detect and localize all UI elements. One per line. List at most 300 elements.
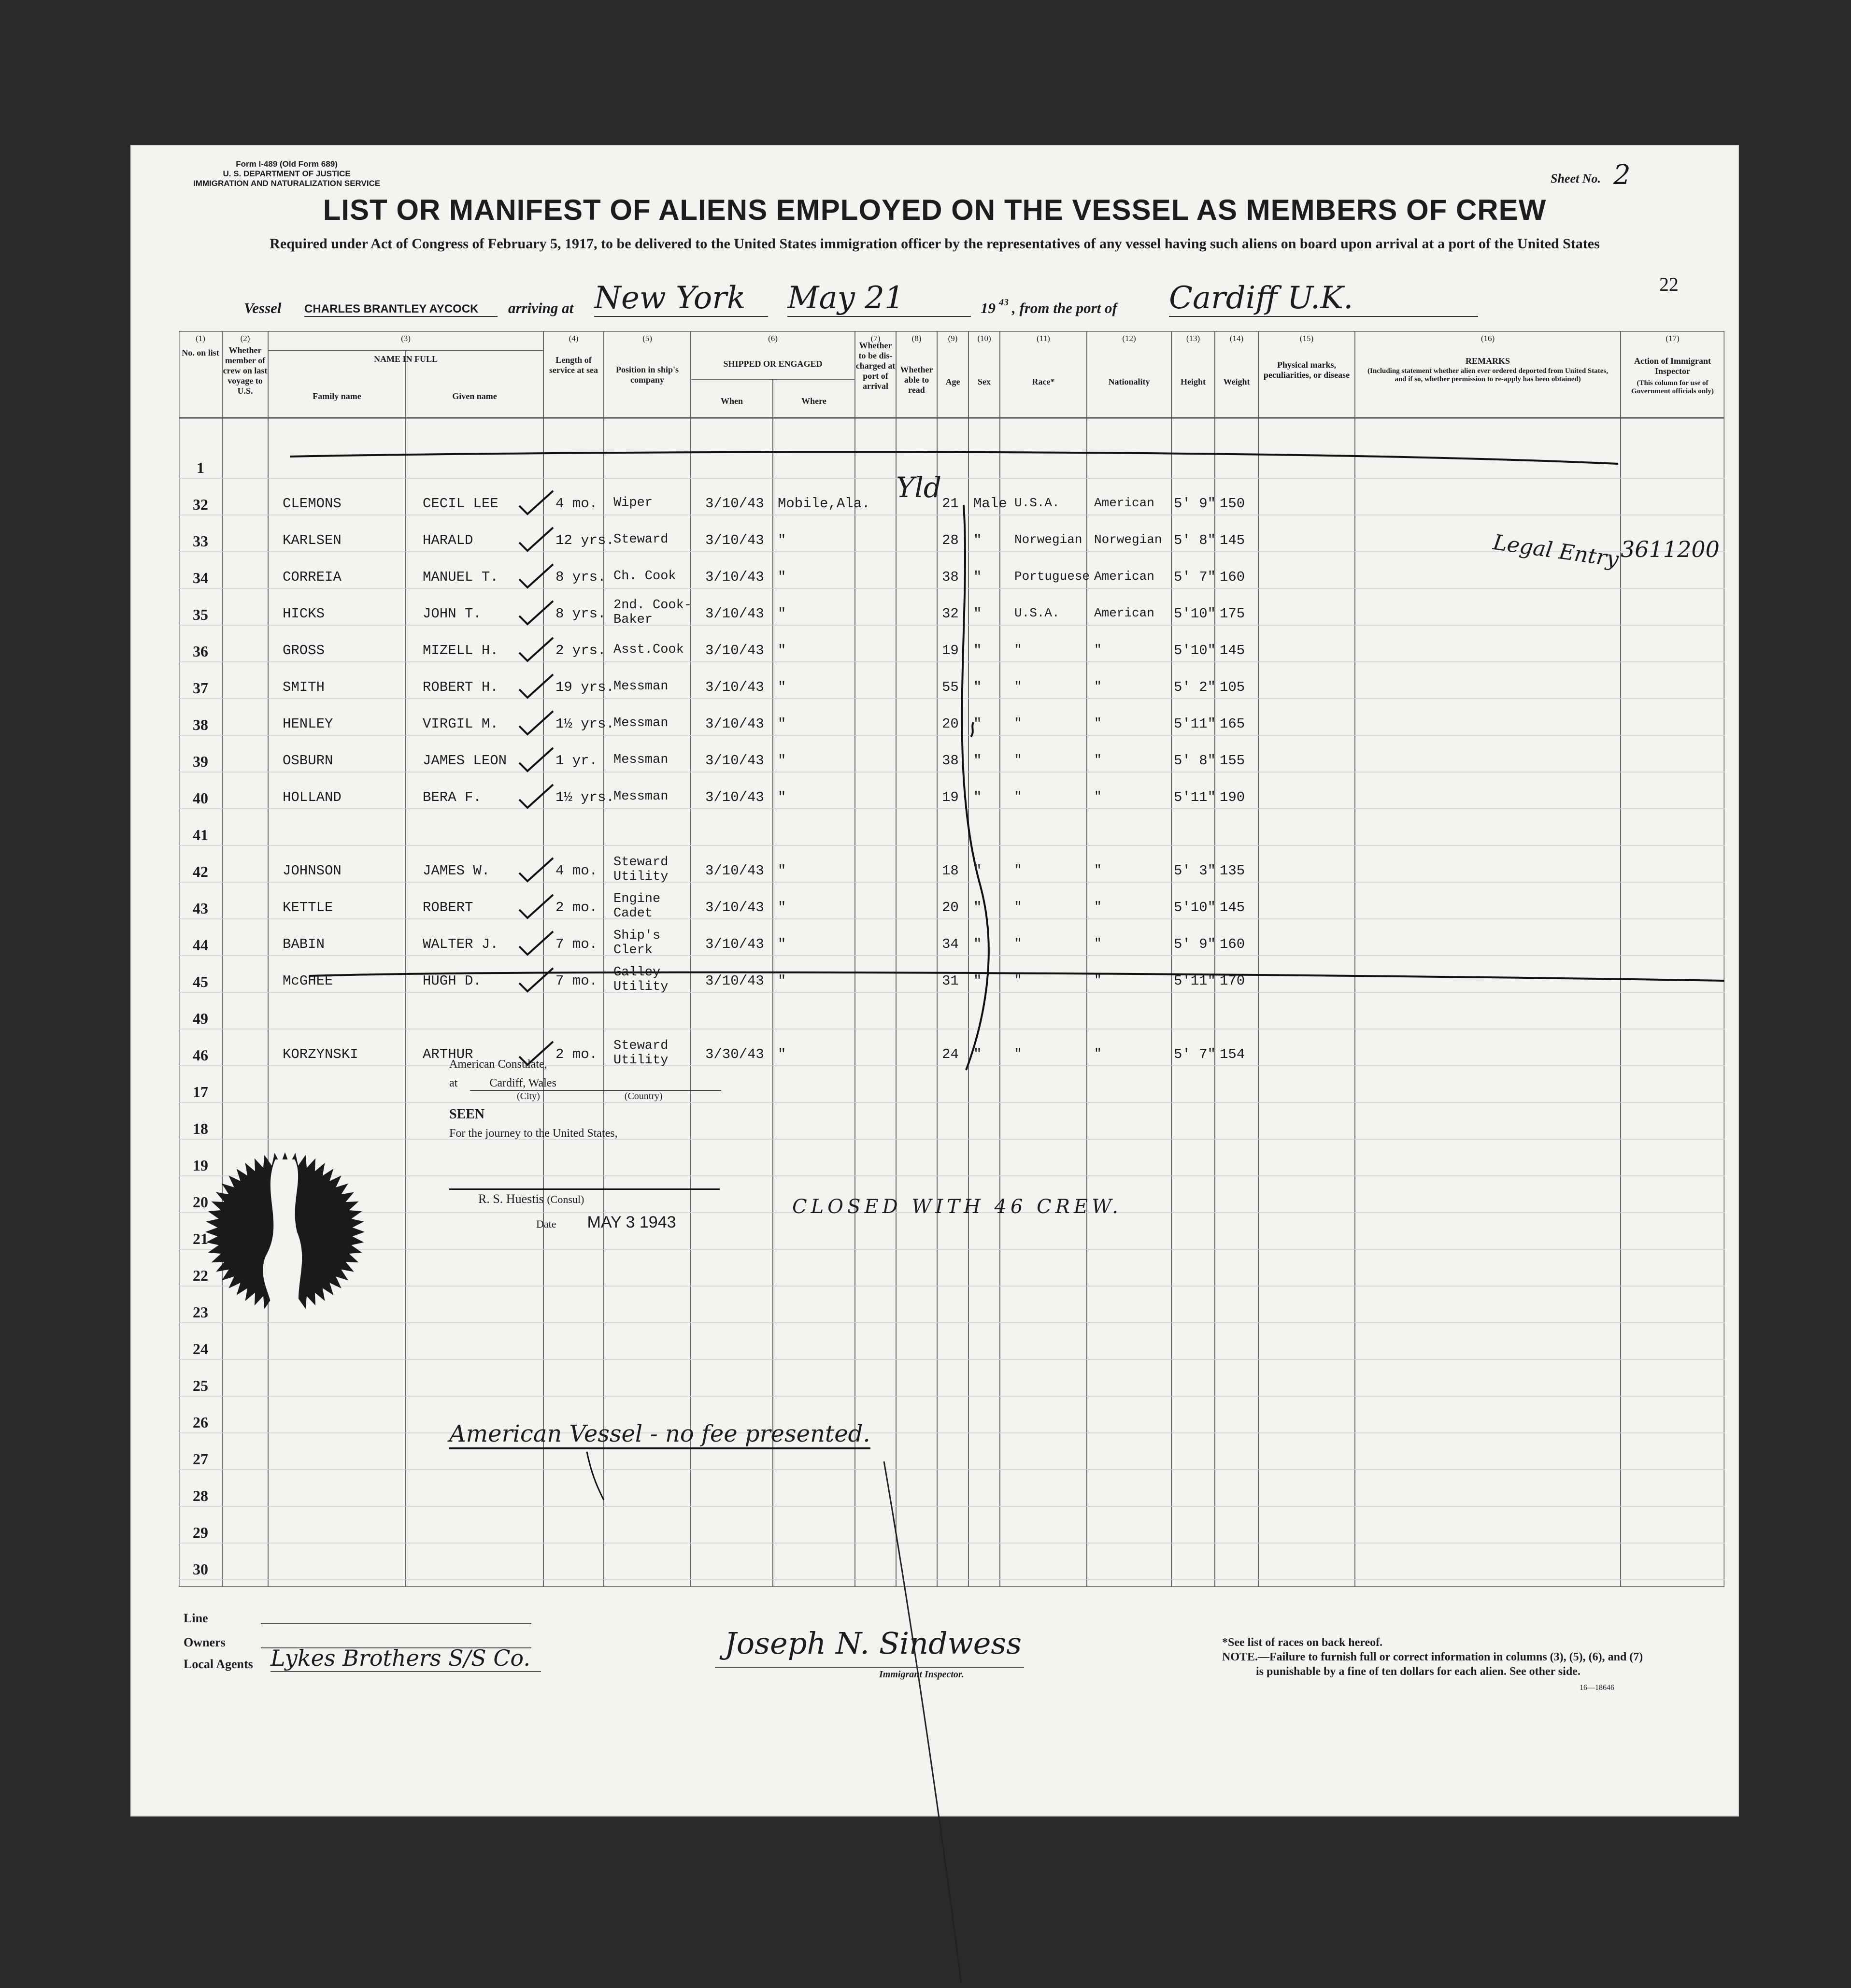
- cell-position-line2: Clerk: [613, 943, 653, 958]
- consul-visa-stamp: [449, 1058, 787, 1232]
- cell-when: 3/10/43: [705, 643, 764, 658]
- footer: [130, 1597, 1739, 1816]
- row-number: 46: [193, 1046, 208, 1064]
- column-number: (15): [1299, 334, 1314, 343]
- crew-row: [179, 679, 1724, 716]
- handwritten-ylz: Yld: [896, 471, 941, 504]
- cell-service: 12 yrs.: [555, 532, 614, 548]
- cell-weight: 165: [1220, 716, 1245, 732]
- line-field: [261, 1623, 531, 1624]
- cell-position: Messman: [613, 716, 669, 730]
- cell-height: 5' 7": [1174, 1046, 1216, 1062]
- page-title: LIST OR MANIFEST OF ALIENS EMPLOYED ON THE VESSEL AS MEMBERS OF CREW: [323, 194, 1547, 226]
- cell-nationality: ": [1094, 753, 1102, 767]
- cell-nationality: ": [1094, 789, 1102, 804]
- cell-weight: 155: [1220, 753, 1245, 769]
- inspector-signature-line: [715, 1667, 1024, 1668]
- page-subtitle: Required under Act of Congress of February 5, 1917, to be delivered to the United States immigration officer by the representatives of any vessel having such aliens on board upon arrival at a port of the United States: [270, 236, 1600, 252]
- cell-height: 5'11": [1174, 716, 1216, 732]
- cell-nationality: American: [1094, 496, 1154, 510]
- cell-sex: ": [973, 1046, 982, 1062]
- cell-where: ": [778, 900, 786, 915]
- cell-where: ": [778, 753, 786, 769]
- cell-when: 3/10/43: [705, 753, 764, 769]
- cell-age: 55: [942, 679, 959, 695]
- column-number: (10): [977, 334, 991, 343]
- cell-sex: ": [973, 532, 982, 548]
- cell-position-line2: Utility: [613, 870, 669, 884]
- col-header-last-voyage: Whether member of crew on last voyage to U.S.: [223, 345, 268, 396]
- row-number: 45: [193, 973, 208, 990]
- row-number: 22: [193, 1267, 208, 1284]
- row-number: 30: [193, 1560, 208, 1578]
- cell-age: 20: [942, 900, 959, 915]
- cell-nationality: ": [1094, 716, 1102, 730]
- journey-label: For the journey to the United States,: [449, 1127, 618, 1140]
- cell-weight: 145: [1220, 643, 1245, 658]
- check-mark-icon: [517, 709, 555, 738]
- check-mark-icon: [517, 526, 555, 555]
- col-header-discharged: Whether to be dis-charged at port of arrival: [855, 341, 896, 391]
- col-header-nationality: Nationality: [1108, 377, 1150, 386]
- cell-family: JOHNSON: [283, 863, 342, 879]
- cell-given: WALTER J.: [423, 936, 498, 952]
- cell-sex: Male: [973, 496, 1007, 512]
- cell-given: BERA F.: [423, 789, 482, 805]
- cell-when: 3/10/43: [705, 973, 764, 989]
- cell-nationality: American: [1094, 606, 1154, 620]
- cell-service: 1½ yrs.: [555, 716, 614, 732]
- cell-service: 2 mo.: [555, 1046, 598, 1062]
- consul-signer: R. S. Huestis: [478, 1192, 544, 1206]
- form-number: Form I-489 (Old Form 689): [236, 159, 338, 169]
- cell-position: Messman: [613, 679, 669, 694]
- cell-position: Wiper: [613, 496, 653, 510]
- cell-family: HOLLAND: [283, 789, 342, 805]
- row-number: 49: [193, 1010, 208, 1027]
- row-number: 36: [193, 643, 208, 660]
- cell-position-line2: Utility: [613, 980, 669, 994]
- cell-height: 5' 2": [1174, 679, 1216, 695]
- cell-family: CORREIA: [283, 569, 342, 585]
- cell-position: Galley: [613, 965, 661, 980]
- manifest-sheet: [130, 145, 1739, 1816]
- column-number: (7): [870, 334, 881, 343]
- remark-legal-entry: Legal Entry: [1491, 530, 1621, 572]
- row-number: 32: [193, 496, 208, 513]
- cell-height: 5'10": [1174, 606, 1216, 622]
- inspector-label: Immigrant Inspector.: [879, 1669, 964, 1680]
- cell-weight: 150: [1220, 496, 1245, 512]
- cell-height: 5' 3": [1174, 863, 1216, 879]
- cell-given: CECIL LEE: [423, 496, 498, 512]
- cell-service: 1½ yrs.: [555, 789, 614, 805]
- seen-label: SEEN: [449, 1107, 485, 1122]
- cell-family: KORZYNSKI: [283, 1046, 358, 1062]
- col-header-shipped: SHIPPED OR ENGAGED: [723, 359, 823, 369]
- row-number: 23: [193, 1303, 208, 1321]
- cell-when: 3/10/43: [705, 789, 764, 805]
- cell-when: 3/30/43: [705, 1046, 764, 1062]
- col-header-race: Race*: [1032, 377, 1055, 386]
- cell-family: HICKS: [283, 606, 325, 622]
- inspector-signature: Joseph N. Sindwess: [725, 1626, 1022, 1661]
- cell-age: 20: [942, 716, 959, 732]
- cell-position-line2: Cadet: [613, 906, 653, 921]
- cell-height: 5'11": [1174, 789, 1216, 805]
- cell-family: McGHEE: [283, 973, 333, 989]
- row-number: 37: [193, 679, 208, 697]
- cell-race: ": [1014, 643, 1022, 657]
- cell-given: VIRGIL M.: [423, 716, 498, 732]
- cell-service: 2 yrs.: [555, 643, 606, 658]
- cell-given: JAMES LEON: [423, 753, 507, 769]
- cell-given: ROBERT: [423, 900, 473, 915]
- cell-family: KARLSEN: [283, 532, 342, 548]
- check-mark-icon: [517, 746, 555, 775]
- cell-race: ": [1014, 679, 1022, 694]
- col-header-age: Age: [945, 377, 960, 386]
- crew-row: [179, 965, 1724, 1010]
- arriving-label: arriving at: [508, 300, 574, 316]
- cell-where: Mobile,Ala.: [778, 496, 870, 512]
- cell-sex: ": [973, 569, 982, 585]
- cell-nationality: American: [1094, 569, 1154, 584]
- cell-position: Messman: [613, 789, 669, 804]
- cell-when: 3/10/43: [705, 532, 764, 548]
- row-number: 40: [193, 789, 208, 807]
- cell-age: 21: [942, 496, 959, 512]
- cell-height: 5' 8": [1174, 753, 1216, 769]
- cell-family: BABIN: [283, 936, 325, 952]
- cell-race: ": [1014, 900, 1022, 914]
- cell-sex: ": [973, 973, 982, 989]
- column-number: (16): [1481, 334, 1495, 343]
- cell-when: 3/10/43: [705, 936, 764, 952]
- check-mark-icon: [517, 636, 555, 665]
- check-mark-icon: [517, 562, 555, 591]
- cell-position-line2: Baker: [613, 613, 653, 627]
- from-port-label: , from the port of: [1012, 300, 1117, 316]
- col-header-sex: Sex: [978, 377, 991, 386]
- cell-where: ": [778, 1046, 786, 1062]
- cell-age: 24: [942, 1046, 959, 1062]
- embossed-seal: [203, 1150, 367, 1314]
- cell-given: JAMES W.: [423, 863, 490, 879]
- city-label: (City): [517, 1091, 540, 1101]
- row-number: 18: [193, 1120, 208, 1137]
- check-mark-icon: [517, 489, 555, 518]
- date-stamp: MAY 3 1943: [587, 1213, 676, 1231]
- cell-position-line2: Utility: [613, 1053, 669, 1068]
- row-number: 21: [193, 1230, 208, 1247]
- cell-age: 38: [942, 753, 959, 769]
- arriving-port: New York: [594, 280, 768, 317]
- cell-sex: ": [973, 643, 982, 658]
- crew-row: [179, 1039, 1724, 1083]
- service-name: IMMIGRATION AND NATURALIZATION SERVICE: [193, 179, 381, 188]
- cell-given: MIZELL H.: [423, 643, 498, 658]
- crew-row: [179, 716, 1724, 753]
- col-header-physical: Physical marks, peculiarities, or disease: [1263, 360, 1350, 380]
- cell-race: ": [1014, 863, 1022, 877]
- cell-sex: ": [973, 789, 982, 805]
- crew-row: [179, 569, 1724, 606]
- cell-family: SMITH: [283, 679, 325, 695]
- crew-row: [179, 929, 1724, 973]
- cell-sex: ": [973, 753, 982, 769]
- cell-weight: 145: [1220, 532, 1245, 548]
- cell-sex: ": [973, 606, 982, 622]
- cell-weight: 105: [1220, 679, 1245, 695]
- cell-race: ": [1014, 753, 1022, 767]
- column-number: (17): [1666, 334, 1680, 343]
- cell-age: 19: [942, 789, 959, 805]
- department-name: U. S. DEPARTMENT OF JUSTICE: [223, 169, 351, 178]
- cell-race: U.S.A.: [1014, 496, 1060, 510]
- cell-where: ": [778, 606, 786, 622]
- cell-sex: ": [973, 679, 982, 695]
- owners-label: Owners: [184, 1635, 226, 1649]
- cell-race: ": [1014, 1046, 1022, 1061]
- cell-race: U.S.A.: [1014, 606, 1060, 620]
- cell-where: ": [778, 863, 786, 879]
- column-number: (1): [196, 334, 205, 343]
- cell-when: 3/10/43: [705, 496, 764, 512]
- cell-weight: 190: [1220, 789, 1245, 805]
- cell-service: 8 yrs.: [555, 606, 606, 622]
- cell-when: 3/10/43: [705, 863, 764, 879]
- cell-position: Engine: [613, 892, 661, 906]
- cell-height: 5' 9": [1174, 496, 1216, 512]
- cell-where: ": [778, 973, 786, 989]
- cell-family: OSBURN: [283, 753, 333, 769]
- cell-nationality: ": [1094, 679, 1102, 694]
- cell-sex: ": [973, 716, 982, 732]
- cell-nationality: ": [1094, 936, 1102, 951]
- cell-height: 5'10": [1174, 643, 1216, 658]
- cell-where: ": [778, 532, 786, 548]
- cell-service: 4 mo.: [555, 863, 598, 879]
- cell-position: Steward: [613, 855, 669, 870]
- cell-height: 5' 7": [1174, 569, 1216, 585]
- cell-service: 19 yrs.: [555, 679, 614, 695]
- row-number: 41: [193, 826, 208, 844]
- col-header-number: No. on list: [182, 348, 219, 358]
- cell-nationality: ": [1094, 643, 1102, 657]
- row-number: 29: [193, 1524, 208, 1541]
- crew-row: [179, 643, 1724, 679]
- column-number: (12): [1122, 334, 1136, 343]
- cell-where: ": [778, 789, 786, 805]
- cell-race: ": [1014, 716, 1022, 730]
- cell-given: ARTHUR: [423, 1046, 473, 1062]
- races-note: *See list of races on back hereof.: [1222, 1636, 1383, 1649]
- check-mark-icon: [517, 856, 555, 885]
- cell-race: Portuguese: [1014, 569, 1090, 584]
- cell-when: 3/10/43: [705, 900, 764, 915]
- col-header-weight: Weight: [1223, 377, 1250, 386]
- cell-sex: ": [973, 900, 982, 915]
- cell-where: ": [778, 679, 786, 695]
- cell-family: KETTLE: [283, 900, 333, 915]
- cell-race: Norwegian: [1014, 532, 1082, 547]
- cell-age: 28: [942, 532, 959, 548]
- column-number: (13): [1186, 334, 1200, 343]
- column-number: (3): [401, 334, 411, 343]
- cell-service: 8 yrs.: [555, 569, 606, 585]
- cell-service: 1 yr.: [555, 753, 598, 769]
- penalty-note: NOTE.—Failure to furnish full or correct information in columns (3), (5), (6), and (7): [1222, 1651, 1643, 1663]
- cell-nationality: ": [1094, 863, 1102, 877]
- cell-weight: 135: [1220, 863, 1245, 879]
- consulate-label: American Consulate,: [449, 1058, 547, 1071]
- at-label: at: [449, 1077, 458, 1089]
- sheet-number: 2: [1613, 159, 1631, 191]
- col-header-remarks: REMARKS: [1465, 356, 1510, 366]
- row-number: 1: [197, 459, 204, 476]
- cell-age: 34: [942, 936, 959, 952]
- column-number: (2): [240, 334, 250, 343]
- cell-position: Steward: [613, 532, 669, 547]
- column-number: (5): [642, 334, 652, 343]
- cell-given: HUGH D.: [423, 973, 482, 989]
- agents-label: Local Agents: [184, 1657, 253, 1671]
- col-header-remarks-note: (Including statement whether alien ever ordered deported from United States, and if so, whether permission to re-apply has been obtained): [1367, 367, 1608, 383]
- row-number: 34: [193, 569, 208, 586]
- cell-position: Steward: [613, 1039, 669, 1053]
- cell-race: ": [1014, 973, 1022, 987]
- check-mark-icon: [517, 783, 555, 812]
- row-number: 35: [193, 606, 208, 623]
- cell-where: ": [778, 936, 786, 952]
- cell-where: ": [778, 643, 786, 658]
- cell-given: HARALD: [423, 532, 473, 548]
- cell-family: HENLEY: [283, 716, 333, 732]
- cell-height: 5'10": [1174, 900, 1216, 915]
- cell-when: 3/10/43: [705, 716, 764, 732]
- closed-note: CLOSED WITH 46 CREW.: [792, 1196, 1122, 1218]
- col-header-when: When: [720, 396, 743, 406]
- cell-position: Ch. Cook: [613, 569, 676, 584]
- row-number: 27: [193, 1450, 208, 1468]
- col-header-read: Whether able to read: [900, 365, 933, 395]
- crew-row: [179, 753, 1724, 789]
- col-header-height: Height: [1181, 377, 1206, 386]
- consul-city: Cardiff, Wales: [470, 1077, 721, 1091]
- row-number: 42: [193, 863, 208, 880]
- cell-given: ROBERT H.: [423, 679, 498, 695]
- cell-when: 3/10/43: [705, 679, 764, 695]
- row-number: 24: [193, 1340, 208, 1358]
- cell-when: 3/10/43: [705, 606, 764, 622]
- col-header-action: Action of Immigrant Inspector: [1634, 356, 1711, 376]
- check-mark-icon: [517, 966, 555, 995]
- crew-row: [179, 789, 1724, 826]
- year-prefix: 19: [981, 300, 996, 316]
- cell-height: 5' 9": [1174, 936, 1216, 952]
- col-header-service: Length of service at sea: [549, 355, 598, 375]
- cell-height: 5' 8": [1174, 532, 1216, 548]
- cell-nationality: ": [1094, 973, 1102, 987]
- cell-weight: 160: [1220, 936, 1245, 952]
- cell-weight: 175: [1220, 606, 1245, 622]
- vessel-name: CHARLES BRANTLEY AYCOCK: [304, 302, 498, 317]
- crew-table: [179, 331, 1724, 1587]
- american-vessel-note: American Vessel - no fee presented.: [449, 1420, 870, 1449]
- cell-weight: 154: [1220, 1046, 1245, 1062]
- date-label: Date: [536, 1218, 556, 1230]
- row-number: 43: [193, 900, 208, 917]
- cell-sex: ": [973, 936, 982, 952]
- row-number: 25: [193, 1377, 208, 1394]
- column-number: (11): [1037, 334, 1050, 343]
- page-mark: 22: [1659, 273, 1679, 295]
- row-number: 26: [193, 1414, 208, 1431]
- crew-row: [179, 855, 1724, 900]
- column-number: (9): [948, 334, 958, 343]
- cell-family: GROSS: [283, 643, 325, 658]
- check-mark-icon: [517, 599, 555, 628]
- row-number: 19: [193, 1157, 208, 1174]
- row-number: 20: [193, 1193, 208, 1211]
- cell-race: ": [1014, 936, 1022, 951]
- col-header-family-name: Family name: [313, 391, 361, 401]
- vessel-line: [193, 280, 1671, 319]
- consul-signature-line: [449, 1164, 720, 1190]
- column-number: (8): [911, 334, 922, 343]
- row-number: 17: [193, 1083, 208, 1101]
- row-number: 28: [193, 1487, 208, 1504]
- cell-age: 19: [942, 643, 959, 658]
- cell-service: 7 mo.: [555, 936, 598, 952]
- cell-given: MANUEL T.: [423, 569, 498, 585]
- crew-row: [179, 496, 1724, 532]
- cell-age: 31: [942, 973, 959, 989]
- col-header-position: Position in ship's company: [615, 365, 679, 385]
- from-port: Cardiff U.K.: [1169, 280, 1478, 317]
- cell-where: ": [778, 569, 786, 585]
- crew-row: [179, 892, 1724, 936]
- cell-position: Asst.Cook: [613, 643, 684, 657]
- cell-given: JOHN T.: [423, 606, 482, 622]
- cell-age: 32: [942, 606, 959, 622]
- column-number: (14): [1229, 334, 1244, 343]
- cell-position: 2nd. Cook-: [613, 598, 692, 613]
- cell-service: 4 mo.: [555, 496, 598, 512]
- penalty-note-2: is punishable by a fine of ten dollars for each alien. See other side.: [1256, 1665, 1580, 1678]
- line-label: Line: [184, 1611, 208, 1625]
- vessel-label: Vessel: [244, 300, 282, 316]
- row-number: 38: [193, 716, 208, 733]
- check-mark-icon: [517, 893, 555, 922]
- col-header-where: Where: [801, 396, 826, 406]
- cell-when: 3/10/43: [705, 569, 764, 585]
- row-number: 39: [193, 753, 208, 770]
- cell-sex: ": [973, 863, 982, 879]
- column-number: (6): [768, 334, 778, 343]
- cell-weight: 160: [1220, 569, 1245, 585]
- check-mark-icon: [517, 930, 555, 958]
- form-id: [193, 159, 380, 188]
- cell-service: 7 mo.: [555, 973, 598, 989]
- col-header-name: NAME IN FULL: [373, 354, 438, 364]
- cell-nationality: ": [1094, 1046, 1102, 1061]
- row-number: 33: [193, 532, 208, 550]
- cell-service: 2 mo.: [555, 900, 598, 915]
- cell-race: ": [1014, 789, 1022, 804]
- arrival-date: May 21: [787, 280, 971, 317]
